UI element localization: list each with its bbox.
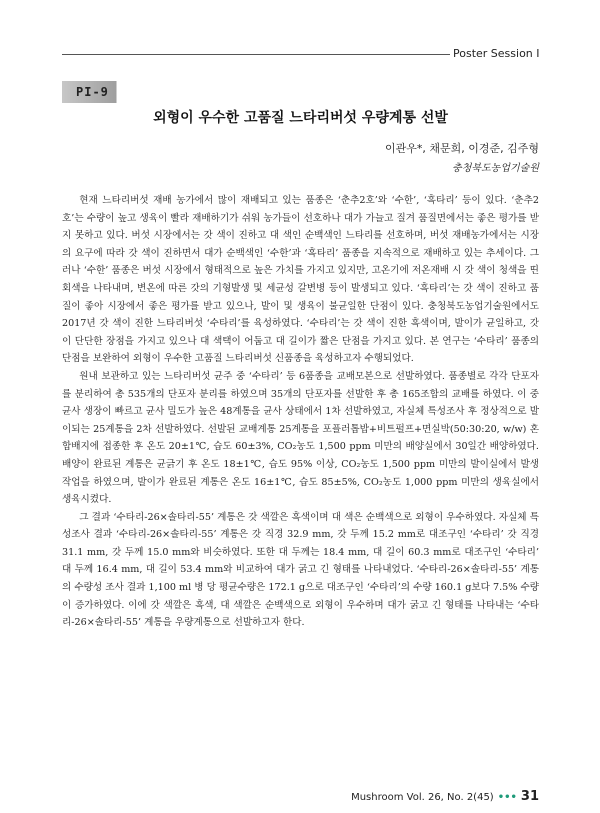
- header-rule: [62, 54, 450, 55]
- session-label: Poster Session Ⅰ: [453, 47, 540, 60]
- affiliation: 충청북도농업기술원: [452, 163, 539, 174]
- paragraph-intro: 현재 느타리버섯 재배 농가에서 많이 재배되고 있는 품종은 ‘춘추2호’와 ‘수한’, ‘흑타리’ 등이 있다. ‘춘추2호’는 수량이 높고 생육이 빨라 재배하기가 쉬워 농가들이 선호하나 대가 가늘고 질겨 품질면에서는 좋은 평가를 받지 못하고 있다. 버섯 시장에서는 갓 색이 진하고 대 색인 순백색인 느타리를 선호하며, 버섯 재배농가에서는 시장의 요구에 따라 갓 색이 진하면서 대가 순백색인 ‘수한’과 ‘흑타리’ 품종을 지속적으로 재배하고 있는 추세이다. 그러나 ‘수한’ 품종은 버섯 시장에서 형태적으로 높은 가치를 가지고 있지만, 고온기에 저온재배 시 갓 색이 청색을 띤 회색을 나타내며, 변온에 따른 갓의 기형발생 및 세균성 갈변병 등이 발생되고 있다. ‘흑타리’는 갓 색이 진하고 품질이 좋아 시장에서 좋은 평가를 받고 있으나, 발이 및 생육이 불균일한 단점이 있다. 충청북도농업기술원에서도 2017년 갓 색이 진한 느타리버섯 ‘수타리’를 육성하였다. ‘수타리’는 갓 색이 진한 흑색이며, 발이가 균일하고, 갓이 단단한 장점을 가지고 있으나 대 색택이 어둡고 대 길이가 짧은 단점을 가지고 있다. 본 연구는 ‘수타리’ 품종의 단점을 보완하여 외형이 우수한 고품질 느타리버섯 신품종을 육성하고자 수행되었다.: [62, 195, 539, 365]
- poster-tag-label: PI-9: [76, 85, 109, 99]
- authors: 이관우*, 채문희, 이경준, 김주형: [385, 142, 539, 155]
- footer-dots: •••: [497, 792, 517, 803]
- article-title: 외형이 우수한 고품질 느타리버섯 우량계통 선발: [153, 110, 448, 126]
- paragraph-results: 그 결과 ‘수타리-26×솔타리-55’ 계통은 갓 색깔은 흑색이며 대 색은 순백색으로 외형이 우수하였다. 자실체 특성조사 결과 ‘수타리-26×솔타리-55’ 계통은 갓 직경 32.9 mm, 갓 두께 15.2 mm로 대조구인 ‘수타리’ 갓 직경 31.1 mm, 갓 두께 15.0 mm와 비슷하였다. 또한 대 두께는 18.4 mm, 대 길이 60.3 mm로 대조구인 ‘수타리’ 대 두께 16.4 mm, 대 길이 53.4 mm와 비교하여 대가 굵고 긴 형태를 나타내었다. ‘수타리-26×솔타리-55’ 계통의 수량성 조사 결과 1,100 ml 병 당 평균수량은 172.1 g으로 대조구인 ‘수타리’의 수량 160.1 g보다 7.5% 수량이 증가하였다. 이에 갓 색깔은 흑색, 대 색깔은 순백색으로 외형이 우수하며 대가 굵고 긴 형태를 나타내는 ‘수타리-26×솔타리-55’ 계통을 우량계통으로 선발하고자 한다.: [62, 511, 539, 629]
- page-number: 31: [520, 789, 539, 804]
- poster-tag: [62, 81, 126, 103]
- page-footer: [339, 785, 539, 804]
- journal-citation: Mushroom Vol. 26, No. 2(45): [351, 792, 494, 803]
- abstract-body: [62, 192, 539, 632]
- paragraph-methods: 원내 보관하고 있는 느타리버섯 균주 중 ‘수타리’ 등 6품종을 교배모본으로 선발하였다. 품종별로 각각 단포자를 분리하여 총 535개의 단포자 분리를 하였으며 35개의 단포자를 선발한 후 총 165조합의 교배를 하였다. 이 중 균사 생장이 빠르고 균사 밀도가 높은 48계통을 균사 상태에서 1차 선발하였고, 자실체 특성조사 후 정상적으로 발이되는 25계통을 2차 선발하였다. 선발된 교배계통 25계통을 포플러톱밥+비트펄프+면실박(50:30:20, w/w) 혼합배지에 접종한 후 온도 20±1℃, 습도 60±3%, CO₂농도 1,500 ppm 미만의 배양실에서 30일간 배양하였다. 배양이 완료된 계통은 균긁기 후 온도 18±1℃, 습도 95% 이상, CO₂농도 1,500 ppm 미만의 발이실에서 발생 작업을 하였으며, 발이가 완료된 계통은 온도 16±1℃, 습도 85±5%, CO₂농도 1,000 ppm 미만의 생육실에서 생육시켰다.: [62, 370, 539, 506]
